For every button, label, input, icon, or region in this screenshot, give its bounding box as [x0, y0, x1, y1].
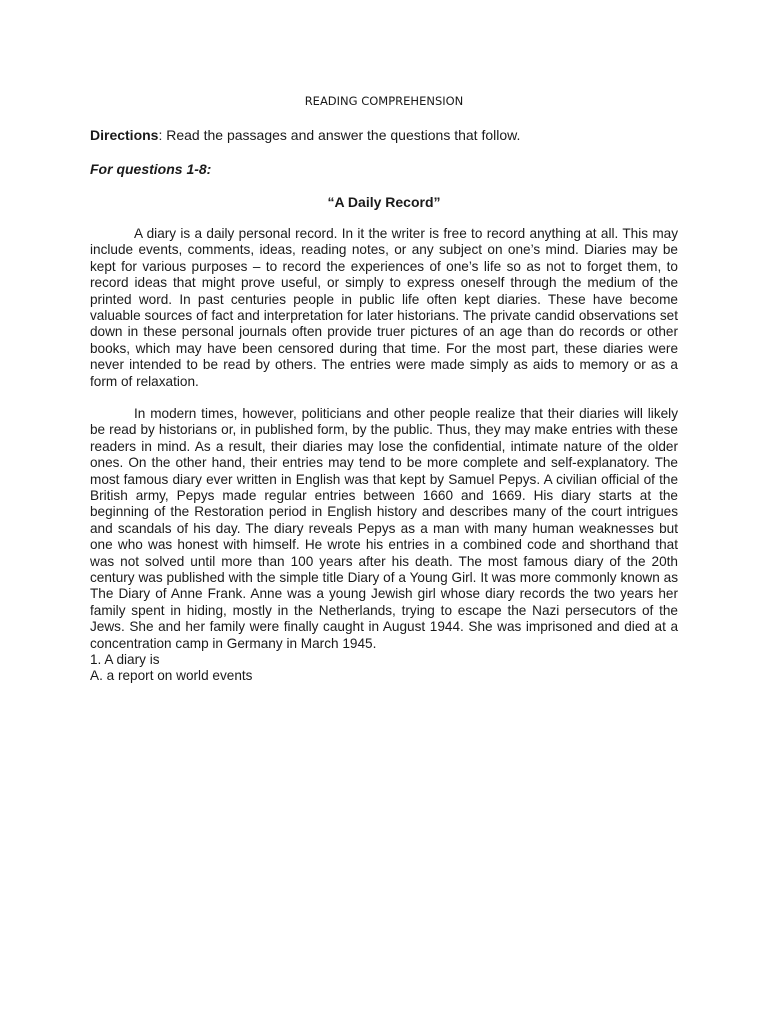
directions-line [90, 127, 678, 144]
document-title: READING COMPREHENSION [304, 94, 464, 108]
question-1 [90, 652, 678, 685]
directions-text: : Read the passages and answer the questions that follow. [158, 127, 521, 143]
question-stem: 1. A diary is [90, 652, 160, 667]
question-option-a: A. a report on world events [90, 668, 253, 684]
directions-label: Directions [90, 127, 159, 143]
document-page [90, 0, 678, 1024]
questions-range-heading: For questions 1-8: [90, 161, 212, 177]
passage-title: “A Daily Record” [327, 194, 441, 210]
passage-paragraph-1: A diary is a daily personal record. In it the writer is free to record anything at all. This may include events, comments, ideas, reading notes, or any subject on one’s mind. Diaries may be kept for various purposes – to record the experiences of one’s life so as not to forget them, to record ideas that might prove useful, or simply to express oneself through the medium of the printed word. In past centuries people in public life often kept diaries. These have become valuable sources of fact and interpretation for later historians. The private candid observations set down in these personal journals often provide truer pictures of an age than do records or other books, which may have been censored during that time. For the most part, these diaries were never intended to be read by others. The entries were made simply as aids to memory or as a form of relaxation. [90, 226, 678, 389]
passage-paragraph-2: In modern times, however, politicians and other people realize that their diaries will likely be read by historians or, in published form, by the public. Thus, they may make entries with these readers in mind. As a result, their diaries may lose the confidential, intimate nature of the older ones. On the other hand, their entries may tend to be more complete and self-explanatory. The most famous diary ever written in English was that kept by Samuel Pepys. A civilian official of the British army, Pepys made regular entries between 1660 and 1669. His diary starts at the beginning of the Restoration period in English history and describes many of the court intrigues and scandals of his day. The diary reveals Pepys as a man with many human weaknesses but one who was honest with himself. He wrote his entries in a combined code and shorthand that was not solved until more than 100 years after his death. The most famous diary of the 20th century was published with the simple title Diary of a Young Girl. It was more commonly known as The Diary of Anne Frank. Anne was a young Jewish girl whose diary records the two years her family spent in hiding, mostly in the Netherlands, trying to escape the Nazi persecutors of the Jews. She and her family were finally caught in August 1944. She was imprisoned and died at a concentration camp in Germany in March 1945. [90, 406, 678, 651]
